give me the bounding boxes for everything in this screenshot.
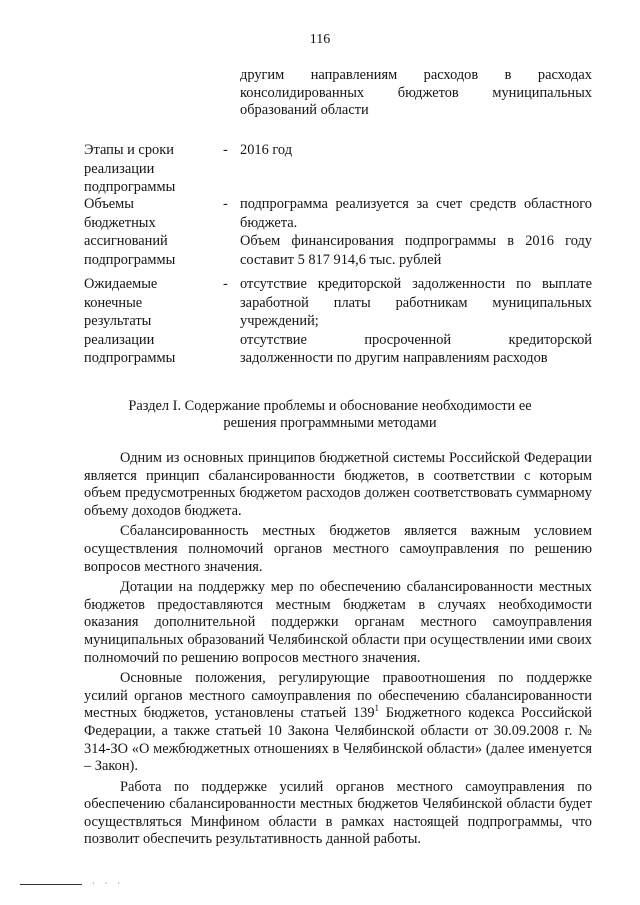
page-number: 116 bbox=[309, 32, 331, 47]
label-line: Ожидаемые bbox=[84, 276, 158, 292]
value-line: заработной платы работникам муниципальных bbox=[240, 294, 592, 311]
label-line: бюджетных bbox=[84, 214, 156, 231]
paragraph-regulation bbox=[84, 670, 592, 776]
continuation-line: другим направлениям расходов в расходах bbox=[240, 67, 592, 83]
label-line: реализации bbox=[84, 160, 155, 177]
value-line: Объем финансирования подпрограммы в 2016 году bbox=[240, 233, 592, 249]
row-label bbox=[84, 275, 219, 368]
label-line: конечные bbox=[84, 294, 143, 311]
label-line: подпрограммы bbox=[84, 350, 176, 366]
value-line: задолженности по другим направлениям расходов bbox=[240, 350, 548, 366]
footnote-superscript: 1 bbox=[374, 703, 380, 714]
paragraph: Дотации на поддержку мер по обеспечению сбалансированности местных бюджетов предоставляются местным бюджетам в случаях необходимости оказания дополнительной поддержки органам местного самоуправления муниципальных образований Челябинской области при осуществлении ими своих полномочий по решению вопросов местного значения. bbox=[84, 579, 592, 666]
row-value bbox=[240, 275, 592, 368]
value-line: учреждений; bbox=[240, 313, 319, 329]
paragraph: Работа по поддержке усилий органов местного самоуправления по обеспечению сбалансированности местных бюджетов Челябинской области будет осуществляться Минфином области в рамках настоящей подпрограммы, что позволит обеспечить результативность данной работы. bbox=[84, 778, 592, 848]
paragraph-text: Бюджетного кодекса Российской Федерации, а также статьей 10 Закона Челябинской области от 30.09.2008 г. № 314-ЗО «О межбюджетных отношениях в Челябинской области» (далее именуется – Закон). bbox=[84, 705, 592, 775]
value-line: составит 5 817 914,6 тыс. рублей bbox=[240, 251, 442, 268]
row-label bbox=[84, 141, 219, 197]
label-line: ассигнований bbox=[84, 233, 168, 249]
paragraph: Одним из основных принципов бюджетной системы Российской Федерации является принцип сбалансированности бюджетов, в соответствии с которым объем предусмотренных бюджетом расходов должен соответствовать суммарному объему доходов бюджета. bbox=[84, 450, 592, 519]
value-line: подпрограмма реализуется за счет средств областного bbox=[240, 196, 592, 212]
value-line: отсутствие просроченной кредиторской bbox=[240, 331, 592, 348]
section-title bbox=[110, 398, 550, 432]
row-value bbox=[240, 195, 592, 269]
row-dash: - bbox=[223, 276, 228, 292]
paragraph: Сбалансированность местных бюджетов является важным условием осуществления полномочий органов местного самоуправления по решению вопросов местного значения. bbox=[84, 523, 592, 575]
paragraph-text: Основные положения, регулирующие правоотношения по поддержке усилий органов местного самоуправления по обеспечению сбалансированности местных бюджетов, установлены статьей 139 bbox=[84, 670, 592, 722]
section-title-line: Раздел I. Содержание проблемы и обоснование необходимости ее bbox=[128, 398, 532, 414]
section-title-line: решения программными методами bbox=[223, 415, 437, 431]
footer-rule bbox=[20, 884, 82, 885]
label-line: Объемы bbox=[84, 196, 134, 212]
row-dash: - bbox=[223, 142, 228, 158]
passport-continuation bbox=[240, 67, 592, 120]
row-value bbox=[240, 141, 592, 160]
continuation-line: консолидированных бюджетов муниципальных bbox=[240, 84, 592, 101]
label-line: подпрограммы bbox=[84, 179, 176, 195]
label-line: результаты bbox=[84, 313, 152, 329]
continuation-line: образований области bbox=[240, 102, 369, 118]
label-line: реализации bbox=[84, 331, 155, 348]
label-line: Этапы и сроки bbox=[84, 142, 174, 158]
body-text bbox=[84, 450, 592, 849]
value-line: бюджета. bbox=[240, 214, 298, 231]
label-line: подпрограммы bbox=[84, 251, 176, 268]
row-label bbox=[84, 195, 219, 269]
row-dash: - bbox=[223, 196, 228, 212]
footer-scan-marks: · · · bbox=[92, 879, 124, 888]
value-line: отсутствие кредиторской задолженности по выплате bbox=[240, 276, 592, 292]
value-line: 2016 год bbox=[240, 142, 293, 158]
